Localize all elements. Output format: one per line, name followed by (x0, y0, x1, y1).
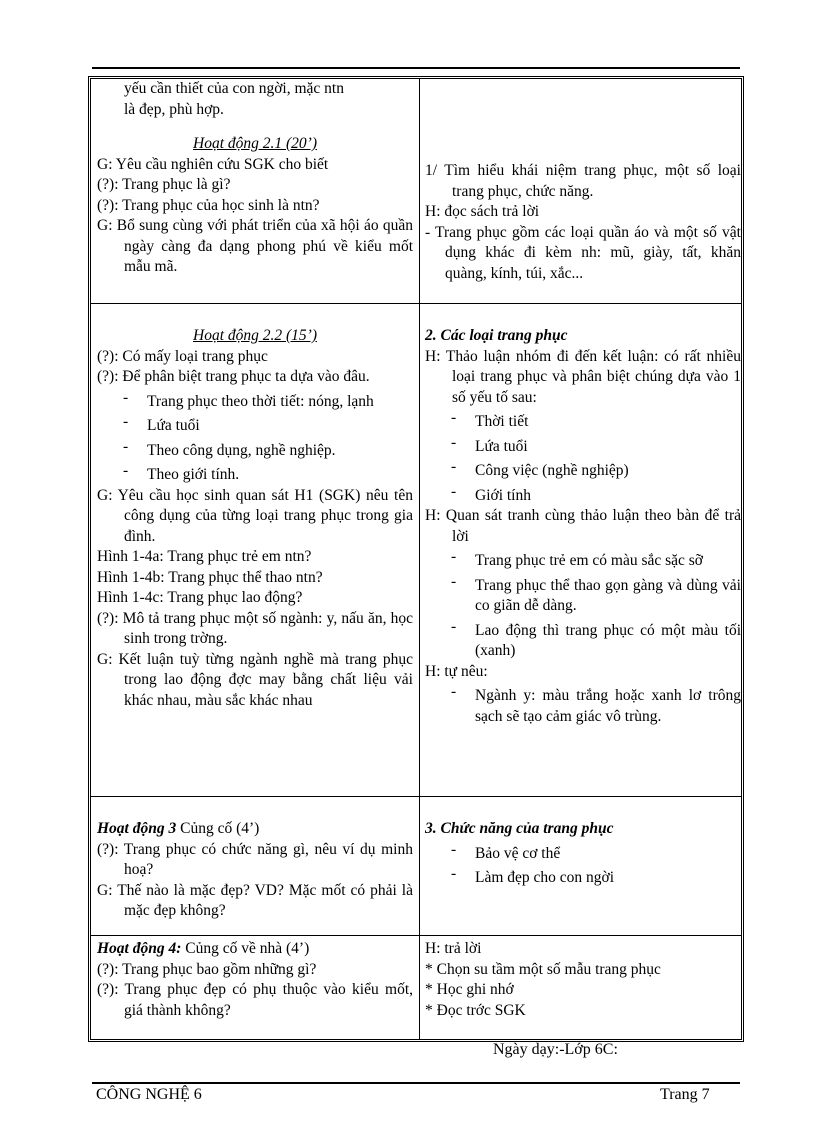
bullet-item: - Lứa tuổi (123, 413, 200, 434)
row4-right-line: * Chọn su tầm một số mẫu trang phục (425, 960, 661, 978)
row-separator (91, 796, 741, 797)
top-rule (92, 67, 740, 69)
bullet-item: - Trang phục theo thời tiết: nóng, lạnh (123, 388, 374, 410)
bullet-item: - Thời tiết (451, 409, 529, 430)
row4-left-cell (97, 939, 413, 1021)
row2-left-line: (?): Mô tả trang phục một số ngành: y, nấu ăn, học sinh trong trờng. (97, 609, 413, 647)
row1-right-line: H: đọc sách trả lời (425, 203, 540, 220)
row1-right-line: - Trang phục gồm các loại quần áo và một số vật dụng khác đi kèm nh: mũ, giày, tất, khăn quàng, kính, túi, xắc... (425, 223, 741, 282)
row2-right-heading: 2. Các loại trang phục (425, 327, 568, 344)
row3-left-line: (?): Trang phục có chức năng gì, nêu ví dụ minh hoạ? (97, 840, 413, 878)
row-separator (91, 935, 741, 936)
row1-left-line: G: Yêu cầu nghiên cứu SGK cho biết (97, 155, 329, 173)
footer-page-number: Trang 7 (660, 1086, 710, 1103)
column-divider (419, 79, 420, 1039)
row4-left-line: (?): Trang phục đẹp có phụ thuộc vào kiểu mốt, giá thành không? (97, 981, 413, 1019)
row2-left-line: (?): Để phân biệt trang phục ta dựa vào đâu. (97, 368, 370, 385)
row2-left-line: (?): Có mấy loại trang phục (97, 347, 268, 365)
row4-right-line: * Học ghi nhớ (425, 981, 514, 998)
row2-left-line: Hình 1-4c: Trang phục lao động? (97, 589, 303, 606)
row1-cont-line-1: yếu cần thiết của con ngời, mặc ntn (124, 80, 344, 97)
bullet-item: - Công việc (nghề nghiệp) (451, 458, 629, 479)
row2-left-line: G: Yêu cầu học sinh quan sát H1 (SGK) nêu tên công dụng của từng loại trang phục trong gia đình. (97, 486, 413, 545)
row1-left-heading: Hoạt động 2.1 (20’) (193, 135, 317, 152)
row1-left-line: (?): Trang phục là gì? (97, 176, 231, 193)
row4-right-cell (425, 939, 741, 1021)
row2-left-heading: Hoạt động 2.2 (15’) (193, 327, 317, 344)
row2-right-line: H: Quan sát tranh cùng thảo luận theo bàn để trả lời (425, 507, 741, 545)
bullet-item: - Lao động thì trang phục có một màu tối (xanh) (451, 617, 741, 659)
bullet-item: - Ngành y: màu trắng hoặc xanh lơ trông sạch sẽ tạo cảm giác vô trùng. (451, 683, 741, 725)
teaching-date: Ngày dạy:-Lớp 6C: (493, 1041, 618, 1058)
footer-rule (92, 1082, 740, 1084)
row3-right-cell (425, 819, 741, 889)
bullet-item: - Trang phục trẻ em có màu sắc sặc sỡ (451, 548, 704, 569)
row3-left-line: G: Thế nào là mặc đẹp? VD? Mặc mốt có phải là mặc đẹp không? (97, 881, 413, 919)
row2-right-line: H: Thảo luận nhóm đi đến kết luận: có rất nhiều loại trang phục và phân biệt chúng dựa vào 1 số yếu tố sau: (425, 347, 741, 406)
bullet-item: - Trang phục thể thao gọn gàng và dùng vải co giãn dễ dàng. (451, 572, 741, 614)
row1-right-cell (425, 161, 741, 284)
row4-left-heading: Hoạt động 4: Củng cố về nhà (4’) (97, 940, 310, 957)
bullet-item: - Giới tính (451, 482, 531, 504)
row-separator (91, 303, 741, 304)
row1-left-cell (97, 79, 413, 278)
bullet-item: - Lứa tuổi (451, 433, 528, 455)
row4-left-line: (?): Trang phục bao gồm những gì? (97, 960, 317, 978)
bullet-item: - Làm đẹp cho con ngời (451, 865, 615, 886)
row2-left-line: Hình 1-4b: Trang phục thể thao ntn? (97, 568, 323, 586)
bullet-item: - Bảo vệ cơ thể (451, 840, 561, 862)
bullet-item: - Theo công dụng, nghề nghiệp. (123, 437, 336, 459)
lesson-table (88, 76, 744, 1042)
row3-left-cell (97, 819, 413, 922)
row4-right-line: H: trả lời (425, 940, 482, 957)
bullet-item: - Theo giới tính. (123, 462, 240, 483)
row3-right-heading: 3. Chức năng của trang phục (425, 820, 614, 837)
row2-right-line: H: tự nêu: (425, 662, 488, 680)
row1-cont-line-2: là đẹp, phù hợp. (124, 100, 224, 118)
row1-left-line: G: Bổ sung cùng với phát triển của xã hội áo quần ngày càng đa dạng phong phú về kiểu mốt mẫu mã. (97, 217, 413, 275)
row1-left-line: (?): Trang phục của học sinh là ntn? (97, 196, 320, 214)
row2-left-line: G: Kết luận tuỳ từng ngành nghề mà trang phục trong lao động đợc may bằng chất liệu vải khác nhau, màu sắc khác nhau (97, 650, 413, 709)
row1-right-line: 1/ Tìm hiểu khái niệm trang phục, một số loại trang phục, chức năng. (425, 162, 741, 200)
row2-left-cell (97, 326, 413, 711)
row4-right-line: * Đọc trớc SGK (425, 1001, 526, 1019)
row3-left-heading: Hoạt động 3 Củng cố (4’) (97, 820, 260, 837)
row2-left-line: Hình 1-4a: Trang phục trẻ em ntn? (97, 548, 312, 565)
footer-subject: CÔNG NGHỆ 6 (96, 1086, 202, 1103)
row2-right-cell (425, 326, 741, 727)
